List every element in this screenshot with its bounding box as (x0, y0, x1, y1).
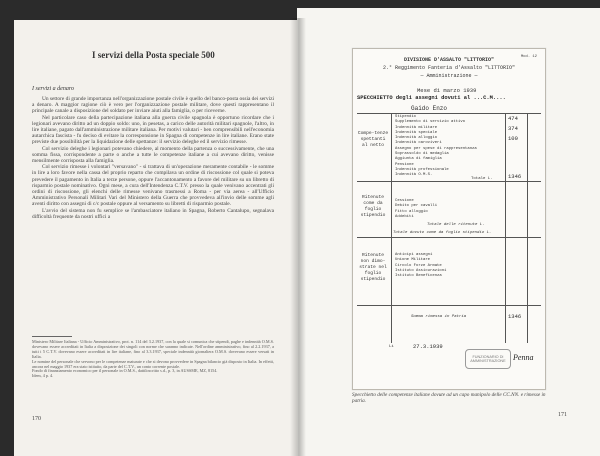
modulo-label: Mod. 12 (521, 55, 537, 59)
scanned-document (352, 48, 546, 390)
footnote: Le nomine del personale che servono per le competenze maturate e che si devono provvedere in Spagna bilancio già disposto in Italia. In effetti, ancora nel maggio 1937 era stato istituito, da parte del C.T.V., un conto corrente postale. (32, 358, 274, 369)
list-item: Indennità O.M.S. (395, 173, 433, 178)
ritenute-list (395, 199, 437, 220)
doc-rule (527, 113, 528, 343)
amount: 474 (508, 115, 518, 122)
list-item: Stipendio (395, 115, 417, 119)
doc-rule (357, 237, 541, 238)
list-item: Anticipi assegni (395, 253, 433, 257)
totale-ritenute: Totale delle ritenute L. (427, 223, 485, 227)
paragraph: L'avvio del sistema non fu semplice se l'ambasciatore italiano in Spagna, Roberto Cantalupo, segnalava difficoltà frequente da nostri uffici a (32, 207, 274, 220)
label-ritenute-non: Ritenute non dimo-strate nel foglio stipendio (359, 253, 387, 282)
figure-caption: Specchietto delle competenze italiane dovute ad un capo manipolo delle CC.NN. e rimesse in patria. (352, 392, 546, 404)
page-number-left: 170 (32, 416, 41, 422)
list-item: Indennità militare (395, 125, 438, 130)
totale-label: Totale L. (471, 177, 493, 181)
paragraph: Un settore di grande importanza nell'organizzazione postale civile è quello del banco-posta ossia dei servizi a denaro. A maggior ragione ciò è vero per l'organizzazione postale militare, dove questi rappresentano il principale canale a disposizione del soldato per inviare aiuti alla famiglia, o per riceverne. (32, 96, 274, 115)
list-item: Indennità speciale (395, 130, 438, 135)
competenze-list (395, 115, 477, 179)
doc-rule (391, 113, 392, 343)
body-text (32, 96, 274, 220)
list-item: Assegno per spese di rappresentanza (395, 146, 477, 151)
amount: 374 (508, 125, 518, 132)
list-item: Istituto Assicurazioni (395, 268, 447, 273)
label-ritenute-foglio: Ritenute come da foglio stipendio (360, 195, 386, 218)
list-item: Indennità professionale (395, 167, 449, 172)
list-item: Addebiti (395, 214, 414, 219)
date-label: Lì (389, 345, 394, 349)
footnote: Idem, 4 p. 4. (32, 373, 54, 379)
list-item: Indennità alloggio (395, 136, 438, 141)
doc-rule (505, 113, 506, 343)
page-number-right: 171 (558, 412, 567, 418)
amount-final: 1346 (508, 313, 522, 320)
paragraph: Col servizio deleghe i legionari potevano chiedere, al momento della partenza o successivamente, che una somma fissa, corrispondente a parte o anche a tutte le competenze italiane a cui avevano diritto, venisse mensilmente corrisposta alla famiglia. (32, 145, 274, 165)
paragraph: Nel particolare caso della partecipazione italiana alla guerra civile spagnola è opportuno ricordare che i legionari avevano diritto ad un doppio soldo: uno, in pesetas, a carico delle autorità militari spagnole, l'altro, in lire italiane, pagato dall'amministrazione militare italiana. Per motivi valutari - ben comprensibili nell'economia autarchica fascista - fu deciso di evitare la corresponsione in Spagna di competenze in lire italiane. Erano state previste due possibilità per la liquidazione delle spettanze: il servizio deleghe ed il servizio rimesse. (32, 114, 274, 146)
label-competenze: Compe-tenze spettanti al netto (357, 131, 389, 148)
list-item: Unione Militare (395, 258, 431, 263)
doc-rule (357, 113, 541, 114)
list-item: Aggiunta di famiglia (395, 157, 442, 162)
section-heading: I servizi a denaro (32, 86, 74, 92)
doc-month: Mese di marzo 1939 (417, 87, 477, 94)
list-item: Pensione (395, 162, 414, 167)
doc-rule (357, 181, 541, 182)
doc-header-line: — Amministrazione — (420, 73, 478, 79)
doc-rule (357, 305, 541, 306)
footnote: Fondo di finanziamento economico per il personale in O.M.S., dattiloscritto s.d., p. 3, in AUSSME, MZ, 8154. (32, 368, 218, 374)
admin-stamp: FUNZIONARIO DI AMMINISTRAZIONE (465, 349, 511, 369)
doc-specchietto: SPECCHIETTO degli assegni dovuti al ...C.M.... (357, 95, 506, 101)
doc-header-line: 2.° Reggimento Fanteria d'Assalto "LITTORIO" (382, 65, 516, 71)
doc-header-line: DIVISIONE D'ASSALTO "LITTORIO" (403, 57, 494, 63)
date-value: 27.3.1939 (413, 343, 443, 350)
signature: Penna (513, 353, 534, 362)
doc-name: Gaido Enzo (411, 105, 448, 112)
footnote-rule (32, 336, 72, 337)
chapter-title: I servizi della Posta speciale 500 (92, 50, 215, 60)
amount: 100 (508, 135, 518, 142)
totale-dovuto: Totale dovuto come da foglio stipendio L. (393, 231, 492, 235)
book-gutter (290, 18, 306, 456)
list-item: Cessione (395, 199, 414, 203)
list-item: Indennità caroviveri (395, 141, 442, 146)
list-item: Circolo Forze Armate (395, 263, 442, 268)
ritenute-non-list (395, 253, 446, 279)
paragraph: Col servizio rimesse i volontari "versavano" - si trattava di un'operazione meramente contabile - le somme in lire a loro favore nella cassa del proprio reparto che compilava un ordine di riscossione col quale si poteva prevedere il pagamento in Italia a terze persone, oppure l'accantonamento a favore del militare su un libretto di risparmio postale nominativo. Ogni mese, a cura dell'Intendenza C.T.V. presso la quale venivano accentrati gli ordini di riscossione, gli elenchi delle rimesse venivano trasmessi a Roma - per via aerea - all'Ufficio Amministrativo Personali Militari Vari del Ministero della Guerra che provvedeva all'invio delle somme agli aventi diritto con assegni di c/c postale oppure al versamento su libretti di risparmio postale. (32, 164, 274, 208)
list-item: Fitto alloggio (395, 209, 428, 214)
list-item: Soprassoldo di medaglia (395, 152, 449, 157)
footnotes (32, 340, 274, 379)
list-item: Supplemento di servizio attivo (395, 120, 466, 125)
list-item: Istituto Beneficenza (395, 274, 442, 279)
somma-rimessa: Somma rimessa in Patria (411, 315, 467, 319)
amount-total: 1346 (508, 173, 522, 180)
list-item: Debito per cavalli (395, 204, 438, 209)
footnote: Ministero Militare Italiana - Ufficio Amministrativo, prot. n. 114 del 3.2.1937, con la quale si comunica che stipendi, paghe e indennità O.M.S. dovevano essere accreditati in Italia a disposizione dei singoli con norme che saranno indicate. Nell'ordine amministrativo, fino al 2.2.1937, a tutti i 5 C.T.V. dovevano essere accreditati in lire italiane, fino al 3.3.1937, speciale indennità giornaliera O.M.S. dovevano essere versati in Italia. (32, 339, 274, 359)
